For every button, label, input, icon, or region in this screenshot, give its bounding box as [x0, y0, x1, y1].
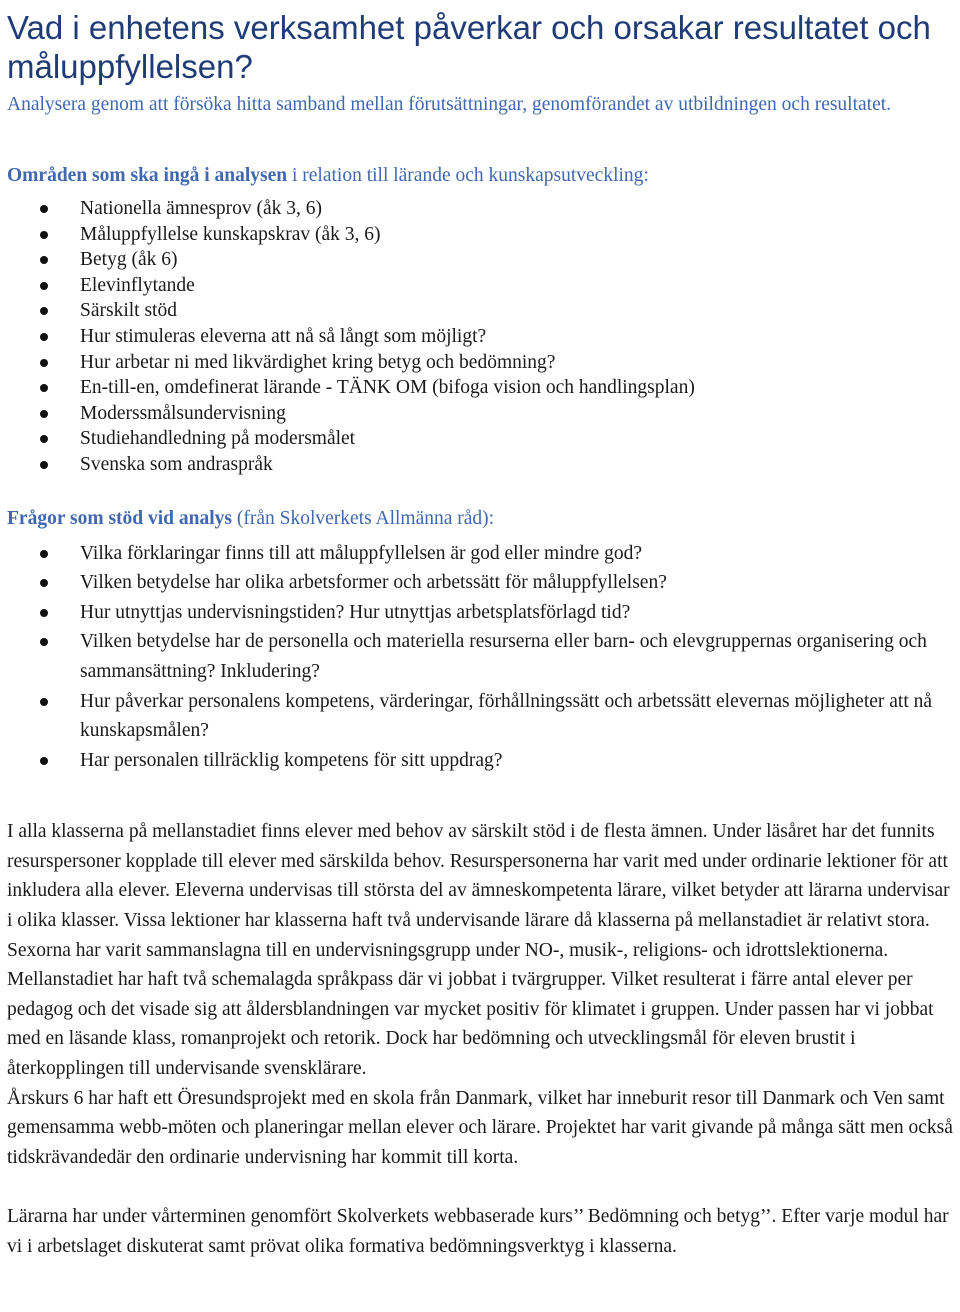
questions-list: [7, 539, 957, 776]
list-item: Hur stimuleras eleverna att nå så långt som möjligt?: [7, 324, 957, 350]
bullet-icon: [40, 307, 48, 315]
list-item: Hur arbetar ni med likvärdighet kring betyg och bedömning?: [7, 350, 957, 376]
list-item: Vilken betydelse har olika arbetsformer och arbetssätt för måluppfyllelsen?: [7, 568, 957, 598]
areas-list: [7, 196, 957, 478]
bullet-icon: [40, 609, 48, 617]
list-item: Betyg (åk 6): [7, 247, 957, 273]
bullet-icon: [40, 757, 48, 765]
bullet-icon: [40, 205, 48, 213]
list-item: Hur påverkar personalens kompetens, värderingar, förhållningssätt och arbetssätt elevernas möjligheter att nå kunskapsmålen?: [7, 687, 957, 746]
bullet-icon: [40, 282, 48, 290]
bullet-icon: [40, 550, 48, 558]
list-item: Vilka förklaringar finns till att måluppfyllelsen är god eller mindre god?: [7, 539, 957, 569]
areas-heading: [7, 161, 957, 190]
list-item: En-till-en, omdefinerat lärande - TÄNK OM (bifoga vision och handlingsplan): [7, 375, 957, 401]
bullet-icon: [40, 384, 48, 392]
areas-heading-rest: i relation till lärande och kunskapsutveckling:: [287, 165, 649, 186]
bullet-icon: [40, 579, 48, 587]
bullet-icon: [40, 333, 48, 341]
list-item: Studiehandledning på modersmålet: [7, 426, 957, 452]
list-item: Vilken betydelse har de personella och materiella resurserna eller barn- och elevgruppernas organisering och sammansättning? Inkludering?: [7, 627, 957, 686]
list-item: Elevinflytande: [7, 273, 957, 299]
paragraph-oresund-project: Årskurs 6 har haft ett Öresundsprojekt med en skola från Danmark, vilket har inneburit resor till Danmark och Ven samt gemensamma webb-möten och planeringar mellan elever och lärare. Projektet har varit givande på många sätt men också tidskrävandedär den ordinarie undervisning har kommit till korta.: [7, 1087, 953, 1168]
bullet-icon: [40, 698, 48, 706]
bullet-icon: [40, 359, 48, 367]
bullet-icon: [40, 435, 48, 443]
questions-heading: [7, 504, 957, 533]
list-item: Måluppfyllelse kunskapskrav (åk 3, 6): [7, 222, 957, 248]
list-item: Moderssmålsundervisning: [7, 401, 957, 427]
questions-heading-bold: Frågor som stöd vid analys: [7, 507, 232, 529]
list-item: Särskilt stöd: [7, 298, 957, 324]
list-item: Har personalen tillräcklig kompetens för sitt uppdrag?: [7, 746, 957, 776]
page-title: Vad i enhetens verksamhet påverkar och orsakar resultatet och måluppfyllelsen?: [7, 9, 931, 85]
areas-heading-bold: Områden som ska ingå i analysen: [7, 165, 288, 186]
paragraph-assessment-course: Lärarna har under vårterminen genomfört Skolverkets webbaserade kurs’’ Bedömning och betyg’’. Efter varje modul har vi i arbetslaget diskuterat samt prövat olika formativa bedömningsverktyg i klasserna.: [7, 1206, 949, 1257]
bullet-icon: [40, 461, 48, 469]
bullet-icon: [40, 256, 48, 264]
list-item: Svenska som andraspråk: [7, 452, 957, 478]
bullet-icon: [40, 231, 48, 239]
intro-text: Analysera genom att försöka hitta samband mellan förutsättningar, genomförandet av utbildningen och resultatet.: [7, 94, 892, 115]
paragraph-special-support: I alla klasserna på mellanstadiet finns elever med behov av särskilt stöd i de flesta ämnen. Under läsåret har det funnits resurspersoner kopplade till elever med särskilda behov. Resurspersonerna har varit med under ordinarie lektioner för att inkludera alla elever. Eleverna undervisas till största del av ämneskompetenta lärare, vilket betyder att lärarna undervisar i olika klasser. Vissa lektioner har klasserna haft två undervisande lärare då klasserna på mellanstadiet är relativt stora. Sexorna har varit sammanslagna till en undervisningsgrupp under NO-, musik-, religions- och idrottslektionerna. Mellanstadiet har haft två schemalagda språkpass där vi jobbat i tvärgrupper. Vilket resulterat i färre antal elever per pedagog och det visade sig att åldersblandningen var mycket positiv för klimatet i gruppen. Under passen har vi jobbat med en läsande klass, romanprojekt och retorik. Dock har bedömning och utvecklingsmål för eleven brustit i återkopplingen till undervisande svensklärare.: [7, 821, 950, 1080]
list-item: Nationella ämnesprov (åk 3, 6): [7, 196, 957, 222]
bullet-icon: [40, 410, 48, 418]
list-item: Hur utnyttjas undervisningstiden? Hur utnyttjas arbetsplatsförlagd tid?: [7, 598, 957, 628]
document-page: [7, 0, 957, 1262]
questions-heading-rest: (från Skolverkets Allmänna råd):: [232, 507, 495, 529]
bullet-icon: [40, 638, 48, 646]
